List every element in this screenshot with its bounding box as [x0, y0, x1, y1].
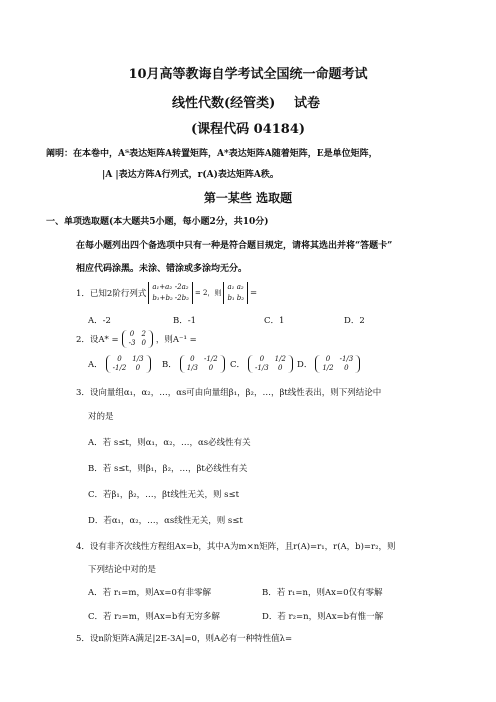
question-1-determinant-given [148, 282, 193, 304]
question-3-stem-2: 对的是 [88, 412, 114, 422]
question-3-option-a: A．若 s≤t，则α₁，α₂，…，αs必线性有关 [88, 438, 251, 448]
question-2-matrix [122, 330, 153, 348]
option-matrix [180, 355, 225, 373]
question-1-equals: = 2，则 [194, 289, 222, 297]
question-1-prefix: 1．已知2阶行列式 [76, 289, 147, 299]
question-1-option-d: D．2 [344, 316, 365, 326]
exam-title: 10月高等教诲自学考试全国统一命题考试 [128, 67, 368, 82]
matrix-entry: b₁+b₂ [152, 294, 173, 302]
matrix-entry: 0 [259, 355, 265, 363]
question-2-option-b [162, 355, 225, 373]
question-2-option-d [297, 355, 360, 373]
question-1-stem [76, 282, 257, 304]
instructions-line-1: 在每小题列出四个备选项中只有一种是符合题目规定，请将其选出并将“答题卡” [76, 241, 393, 251]
matrix-entry: 1/3 [132, 355, 144, 363]
question-4-stem-2: 下列结论中对的是 [88, 565, 157, 575]
matrix-entry: -2a₂ [174, 283, 189, 291]
matrix-entry: b₁ [227, 294, 235, 302]
question-1-option-a: A．-2 [88, 316, 111, 326]
instructions-line-2: 相应代码涂黑。未涂、错涂或多涂均无分。 [76, 264, 248, 274]
notes-line-2: |A |表达方阵A行列式，r(A)表达矩阵A秩。 [102, 170, 279, 180]
part-one-title: 第一某些 选取题 [203, 191, 293, 205]
matrix-entry: 0 [325, 355, 331, 363]
option-label: D． [297, 360, 313, 370]
option-label: C． [230, 360, 246, 370]
matrix-entry: 0 [208, 364, 214, 372]
question-3-stem-1: 3．设向量组α₁，α₂，…，αs可由向量组β₁，β₂，…，βt线性表出，则下列结论中 [76, 388, 382, 398]
option-matrix [315, 355, 360, 373]
matrix-entry: 1/2 [274, 355, 286, 363]
matrix-entry: 0 [135, 364, 141, 372]
course-code: (课程代码 04184) [190, 122, 306, 137]
matrix-entry: a₁ [227, 283, 235, 291]
matrix-entry: 1/2 [322, 364, 334, 372]
matrix-entry: -1/3 [339, 355, 354, 363]
matrix-entry: 2 [141, 330, 146, 338]
matrix-entry: b₂ [236, 294, 245, 302]
question-2-prefix: 2．设A* = [76, 335, 119, 345]
matrix-entry: 0 [190, 355, 195, 363]
question-1-tail: = [250, 288, 258, 298]
question-1-option-c: C．1 [264, 316, 285, 326]
matrix-entry: 0 [129, 330, 135, 338]
matrix-entry: -2b₂ [174, 294, 189, 302]
matrix-entry: -1/2 [112, 364, 127, 372]
question-2-stem [76, 330, 197, 348]
question-4-option-b: B．若 r₁=n，则Ax=0仅有零解 [262, 588, 383, 598]
option-matrix [106, 355, 151, 373]
question-1-option-b: B．-1 [173, 316, 197, 326]
matrix-entry: 0 [278, 364, 283, 372]
question-4-option-c: C．若 r₂=m，则Ax=b有无穷多解 [88, 612, 220, 622]
matrix-entry: a₂ [236, 283, 244, 291]
matrix-entry: a₁+a₂ [152, 283, 173, 291]
course-name: 线性代数(经管类) [172, 96, 276, 111]
question-4-option-d: D．若 r₂=n，则Ax=b有惟一解 [262, 612, 384, 622]
question-4-stem-1: 4．设有非齐次线性方程组Ax=b，其中A为m×n矩阵，且r(A)=r₁，r(A，b)=r₂，则 [76, 542, 396, 552]
matrix-entry: 0 [344, 364, 349, 372]
option-matrix [248, 355, 293, 373]
matrix-entry: 0 [141, 339, 146, 347]
matrix-entry: -3 [128, 339, 136, 347]
paper-label: 试卷 [294, 96, 321, 111]
question-3-option-d: D．若α₁，α₂，…，αs线性无关，则 s≤t [88, 516, 243, 526]
question-2-option-a [88, 355, 151, 373]
notes-line-1: 阐明：在本卷中，Aᵀ表达矩阵A转置矩阵，A*表达矩阵A随着矩阵，E是单位矩阵， [46, 149, 378, 159]
matrix-entry: -1/2 [204, 355, 218, 363]
question-4-option-a: A．若 r₁=m，则Ax=0有非零解 [88, 588, 211, 598]
question-1-determinant-asked [223, 282, 248, 304]
option-label: B． [162, 360, 177, 370]
matrix-entry: 0 [117, 355, 122, 363]
question-2-tail: ，则A⁻¹ = [155, 335, 197, 345]
matrix-entry: -1/3 [255, 364, 269, 372]
question-5-stem: 5．设n阶矩阵A满足|2E-3A|=0，则A必有一种特性值λ= [76, 634, 293, 644]
section-heading: 一、单项选取题(本大题共5小题，每小题2分，共10分) [46, 217, 269, 227]
question-2-option-c [230, 355, 293, 373]
matrix-entry: 1/3 [186, 364, 199, 372]
question-3-option-c: C．若β₁，β₂，…，βt线性无关，则 s≤t [88, 490, 240, 500]
question-3-option-b: B．若 s≤t，则β₁，β₂，…，βt必线性有关 [88, 464, 248, 474]
option-label: A． [88, 360, 103, 370]
